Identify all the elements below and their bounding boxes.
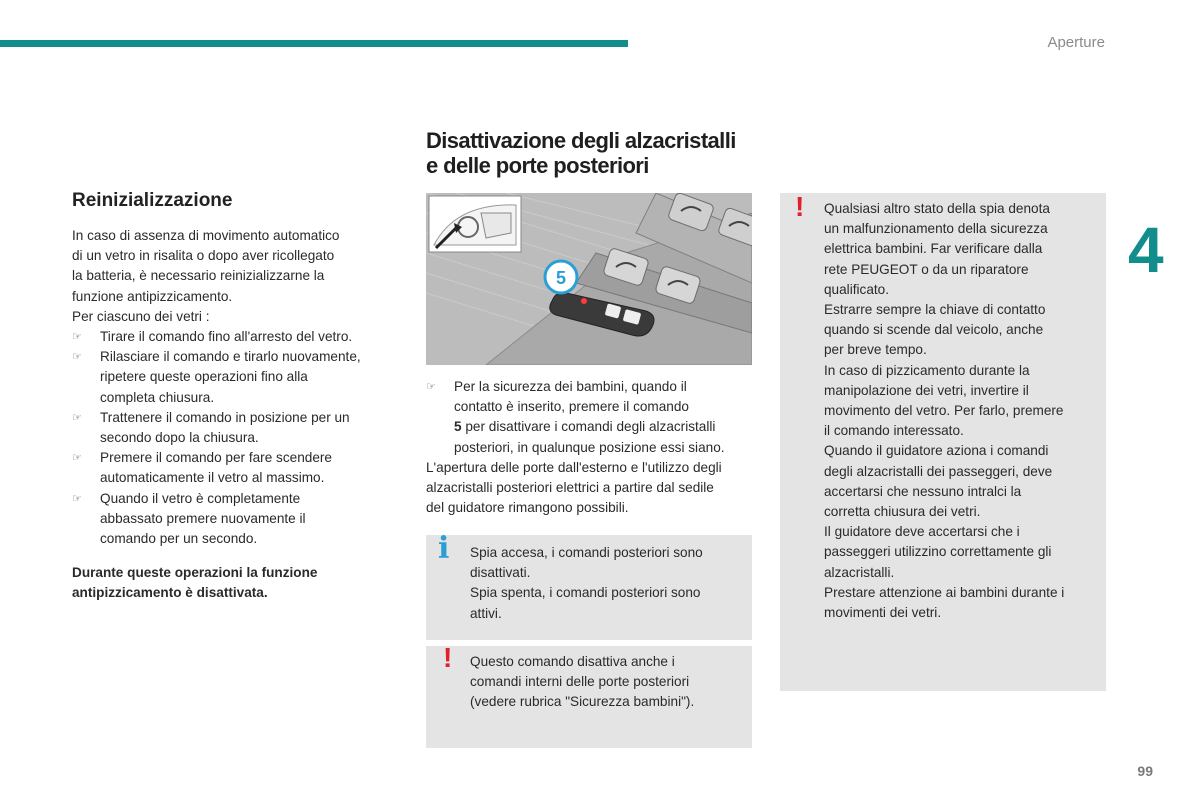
warning-box-right (780, 193, 1106, 691)
warning-icon: ! (443, 642, 453, 673)
switch-number: 5 (454, 419, 462, 435)
list-item: ☞ Tirare il comando fino all'arresto del vetro. (72, 327, 402, 347)
info-box (426, 531, 752, 640)
deactivation-heading: Disattivazione degli alzacristalli e delle porte posteriori (426, 128, 736, 178)
deactivation-paragraph: L'apertura delle porte dall'esterno e l'utilizzo degli alzacristalli posteriori elettrici a partire dal sedile del guidatore rimangono possibili. (426, 459, 722, 516)
list-item: ☞ Per la sicurezza dei bambini, quando il contatto è inserito, premere il comando 5 per disattivare i comandi degli alzacristalli posteriori, in qualunque posizione essi siano. (426, 379, 725, 455)
chapter-number: 4 (1128, 214, 1164, 286)
deactivation-step (426, 377, 756, 458)
list-item: ☞ Rilasciare il comando e tirarlo nuovamente, ripetere queste operazioni fino alla completa chiusura. (72, 349, 361, 405)
deactivation-text (426, 377, 756, 518)
warning-icon: ! (795, 191, 805, 222)
list-item: ☞ Quando il vetro è completamente abbassato premere nuovamente il comando per un secondo. (72, 490, 306, 547)
section-title: Aperture (1047, 34, 1105, 51)
header-accent-bar (0, 40, 628, 47)
reset-intro: In caso di assenza di movimento automatico di un vetro in risalita o dopo aver ricollegato la batteria, è necessario reinizializzarne la funzione antipizzicamento. Per ciascuno dei vetri : (72, 228, 340, 324)
pointing-hand-icon: ☞ (72, 452, 82, 465)
callout-5-badge (545, 261, 577, 293)
reset-section (72, 188, 402, 604)
pointing-hand-icon: ☞ (72, 331, 82, 344)
reset-heading: Reinizializzazione (72, 190, 233, 211)
page-number: 99 (1137, 763, 1153, 779)
door-panel-drawing (426, 193, 752, 365)
reset-note: Durante queste operazioni la funzione antipizzicamento è disattivata. (72, 565, 318, 601)
info-text: Spia accesa, i comandi posteriori sono disattivati. Spia spenta, i comandi posteriori sono attivi. (470, 545, 703, 621)
warning-text-middle: Questo comando disattiva anche i comandi interni delle porte posteriori (vedere rubrica "Sicurezza bambini"). (470, 654, 695, 710)
window-switch-illustration (426, 193, 752, 365)
car-interior-inset (429, 196, 521, 252)
svg-text:5: 5 (555, 268, 567, 288)
list-item: ☞ Trattenere il comando in posizione per un secondo dopo la chiusura. (72, 409, 350, 446)
pointing-hand-icon: ☞ (72, 351, 82, 364)
warning-text-right: Qualsiasi altro stato della spia denota un malfunzionamento della sicurezza elettrica bambini. Far verificare dalla rete PEUGEOT o da un riparatore qualificato. Estrarre sempre la chiave di contatto quando si scende dal veicolo, anche per breve tempo. In caso di pizzicamento durante la manipolazione dei vetri, invertire il movimento del vetro. Per farlo, premere il comando interessato. Quando il guidatore aziona i comandi degli alzacristalli dei passeggeri, deve accertarsi che nessuno intralci la corretta chiusura dei vetri. Il guidatore deve accertarsi che i passeggeri utilizzino correttamente gli alzacristalli. Prestare attenzione ai bambini durante i movimenti dei vetri. (824, 201, 1065, 621)
pointing-hand-icon: ☞ (72, 411, 82, 424)
pointing-hand-icon: ☞ (426, 381, 436, 393)
warning-box-middle (426, 642, 752, 748)
reset-steps (72, 327, 402, 549)
info-icon: i (438, 531, 450, 566)
list-item: ☞ Premere il comando per fare scendere automaticamente il vetro al massimo. (72, 450, 332, 486)
pointing-hand-icon: ☞ (72, 492, 82, 505)
